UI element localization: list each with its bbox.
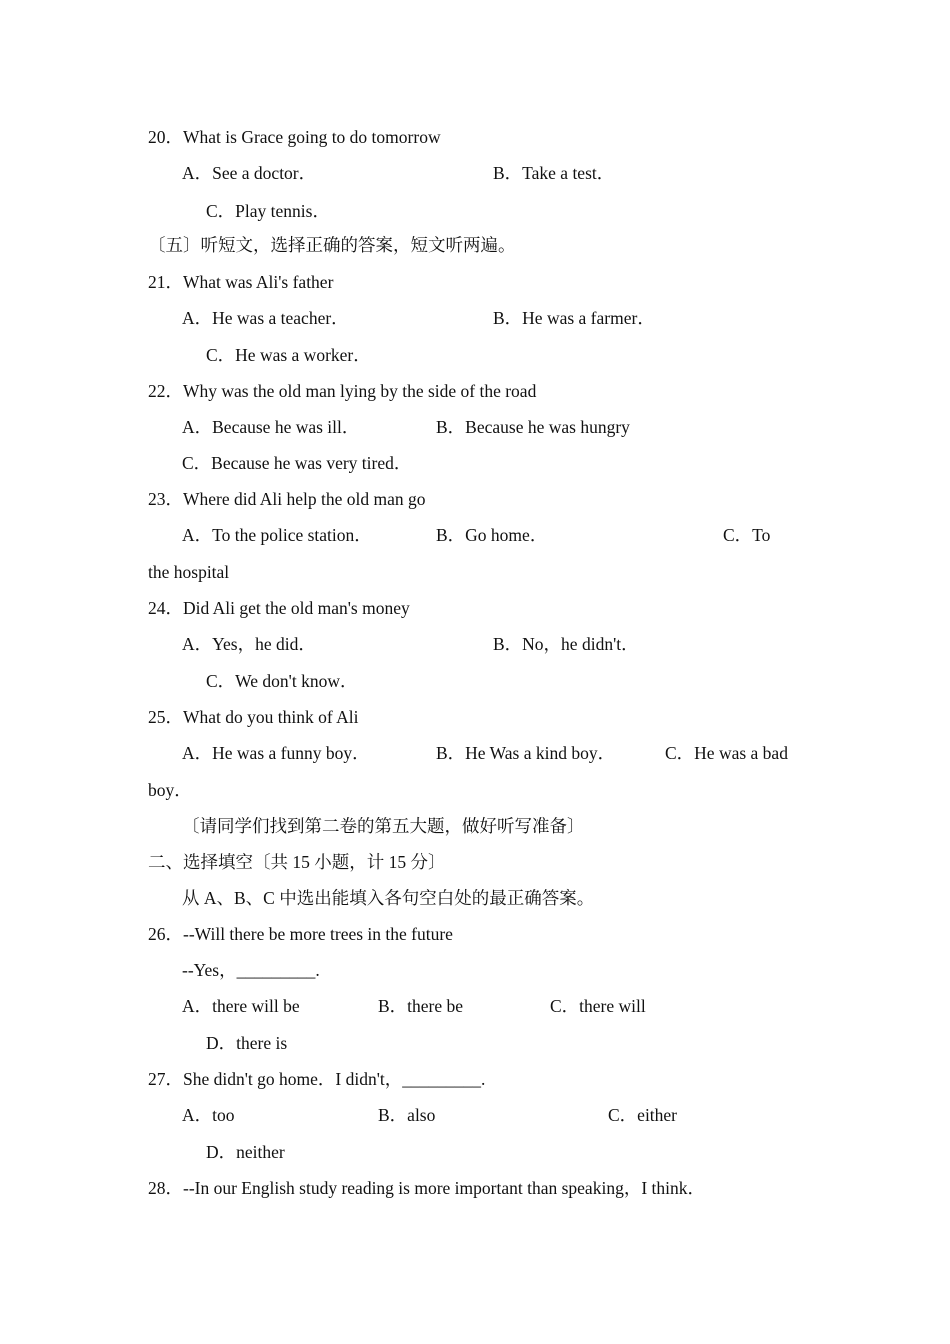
q21-option-a: A．He was a teacher． <box>182 308 349 328</box>
section-2-instructions: 从 A、B、C 中选出能填入各句空白处的最正确答案。 <box>182 888 595 908</box>
question-28: 28．--In our English study reading is more important than speaking，I think． <box>148 1178 705 1198</box>
q26-option-c: C．there will <box>550 996 646 1016</box>
question-24: 24．Did Ali get the old man's money <box>148 598 410 618</box>
question-27: 27．She didn't go home．I didn't，_________. <box>148 1069 486 1089</box>
q26-option-d: D．there is <box>206 1033 288 1053</box>
q27-option-a: A．too <box>182 1105 235 1125</box>
question-20: 20．What is Grace going to do tomorrow <box>148 127 441 147</box>
q22-option-c: C．Because he was very tired． <box>182 453 412 473</box>
q27-option-d: D．neither <box>206 1142 285 1162</box>
q24-option-b: B．No，he didn't． <box>493 634 639 654</box>
q26-answer-line: --Yes，_________. <box>182 960 320 980</box>
q20-option-c: C．Play tennis． <box>206 201 330 221</box>
q20-option-b: B．Take a test． <box>493 163 615 183</box>
section-2-heading: 二、选择填空〔共 15 小题，计 15 分〕 <box>148 852 446 872</box>
q21-option-c: C．He was a worker． <box>206 345 371 365</box>
q23-option-a: A．To the police station． <box>182 525 372 545</box>
question-23: 23．Where did Ali help the old man go <box>148 489 426 509</box>
q26-option-a: A．there will be <box>182 996 300 1016</box>
question-21: 21．What was Ali's father <box>148 272 334 292</box>
q25-option-c: C．He was a bad <box>665 743 788 763</box>
q26-option-b: B．there be <box>378 996 464 1016</box>
q24-option-c: C．We don't know． <box>206 671 358 691</box>
question-26: 26．--Will there be more trees in the future <box>148 924 453 944</box>
q23-option-c-continued: the hospital <box>148 562 230 582</box>
q22-option-a: A．Because he was ill． <box>182 417 360 437</box>
q25-option-a: A．He was a funny boy． <box>182 743 370 763</box>
dictation-note: 〔请同学们找到第二卷的第五大题，做好听写准备〕 <box>182 816 585 836</box>
question-22: 22．Why was the old man lying by the side of the road <box>148 381 537 401</box>
q25-option-c-continued: boy． <box>148 780 192 800</box>
q22-option-b: B．Because he was hungry <box>436 417 630 437</box>
q21-option-b: B．He was a farmer． <box>493 308 655 328</box>
question-25: 25．What do you think of Ali <box>148 707 359 727</box>
q20-option-a: A．See a doctor． <box>182 163 317 183</box>
q23-option-b: B．Go home． <box>436 525 548 545</box>
q27-option-c: C．either <box>608 1105 678 1125</box>
section-5-heading: 〔五〕听短文，选择正确的答案，短文听两遍。 <box>148 235 516 255</box>
q25-option-b: B．He Was a kind boy． <box>436 743 616 763</box>
q24-option-a: A．Yes，he did． <box>182 634 316 654</box>
q27-option-b: B．also <box>378 1105 436 1125</box>
q23-option-c: C．To <box>723 525 771 545</box>
